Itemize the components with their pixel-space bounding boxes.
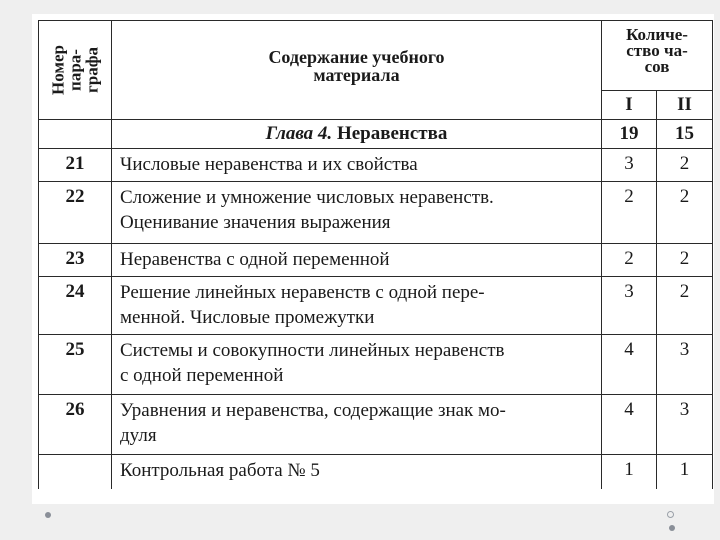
header-content — [112, 21, 602, 120]
paragraph-number: 26 — [39, 395, 112, 455]
topic-text: Неравенства с одной переменной — [112, 244, 602, 277]
paragraph-number-label: Номер пара- графа — [48, 45, 102, 95]
table-row — [39, 277, 713, 335]
header-part-2: II — [657, 91, 713, 120]
header-content-line2: материала — [313, 65, 400, 85]
hours-part-2: 1 — [657, 455, 713, 489]
hours-part-1: 4 — [602, 395, 657, 455]
chapter-label: Глава 4. — [265, 123, 333, 144]
hours-part-1: 1 — [602, 455, 657, 489]
topic-text: Числовые неравенства и их свойства — [112, 149, 602, 182]
topic-text: Решение линейных неравенств с одной пере- менной. Числовые промежутки — [112, 277, 602, 335]
table-row — [39, 244, 713, 277]
hours-part-2: 2 — [657, 182, 713, 244]
paragraph-number: 21 — [39, 149, 112, 182]
header-hours: Количе- ство ча- сов — [602, 21, 713, 91]
chapter-hours-1: 19 — [602, 120, 657, 149]
table-row — [39, 182, 713, 244]
hours-part-2: 2 — [657, 244, 713, 277]
hours-part-2: 3 — [657, 395, 713, 455]
paragraph-number: 25 — [39, 335, 112, 395]
header-paragraph-number — [39, 21, 112, 120]
chapter-title — [112, 120, 602, 149]
table-row — [39, 335, 713, 395]
hours-part-2: 2 — [657, 277, 713, 335]
chapter-hours-2: 15 — [657, 120, 713, 149]
chapter-name: Неравенства — [336, 123, 448, 144]
bullet-dot-icon — [669, 525, 675, 531]
hours-part-2: 3 — [657, 335, 713, 395]
paragraph-number: 22 — [39, 182, 112, 244]
hours-part-1: 4 — [602, 335, 657, 395]
paragraph-number: 24 — [39, 277, 112, 335]
ring-dot-icon — [667, 511, 674, 518]
table-row — [39, 395, 713, 455]
paragraph-number — [39, 455, 112, 489]
hours-part-1: 2 — [602, 244, 657, 277]
syllabus-table — [38, 20, 713, 489]
hours-part-2: 2 — [657, 149, 713, 182]
topic-text: Системы и совокупности линейных неравенств с одной переменной — [112, 335, 602, 395]
chapter-row — [39, 120, 713, 149]
topic-text: Сложение и умножение числовых неравенств. Оценивание значения выражения — [112, 182, 602, 244]
header-part-1: I — [602, 91, 657, 120]
topic-text: Уравнения и неравенства, содержащие знак мо- дуля — [112, 395, 602, 455]
hours-part-1: 3 — [602, 277, 657, 335]
table-row — [39, 149, 713, 182]
header-row — [39, 21, 713, 91]
bullet-dot-icon — [45, 512, 51, 518]
header-content-line1: Содержание учебного — [268, 47, 445, 67]
topic-text: Контрольная работа № 5 — [112, 455, 602, 489]
hours-part-1: 3 — [602, 149, 657, 182]
hours-part-1: 2 — [602, 182, 657, 244]
paragraph-number: 23 — [39, 244, 112, 277]
table-row — [39, 455, 713, 489]
chapter-number-cell — [39, 120, 112, 149]
